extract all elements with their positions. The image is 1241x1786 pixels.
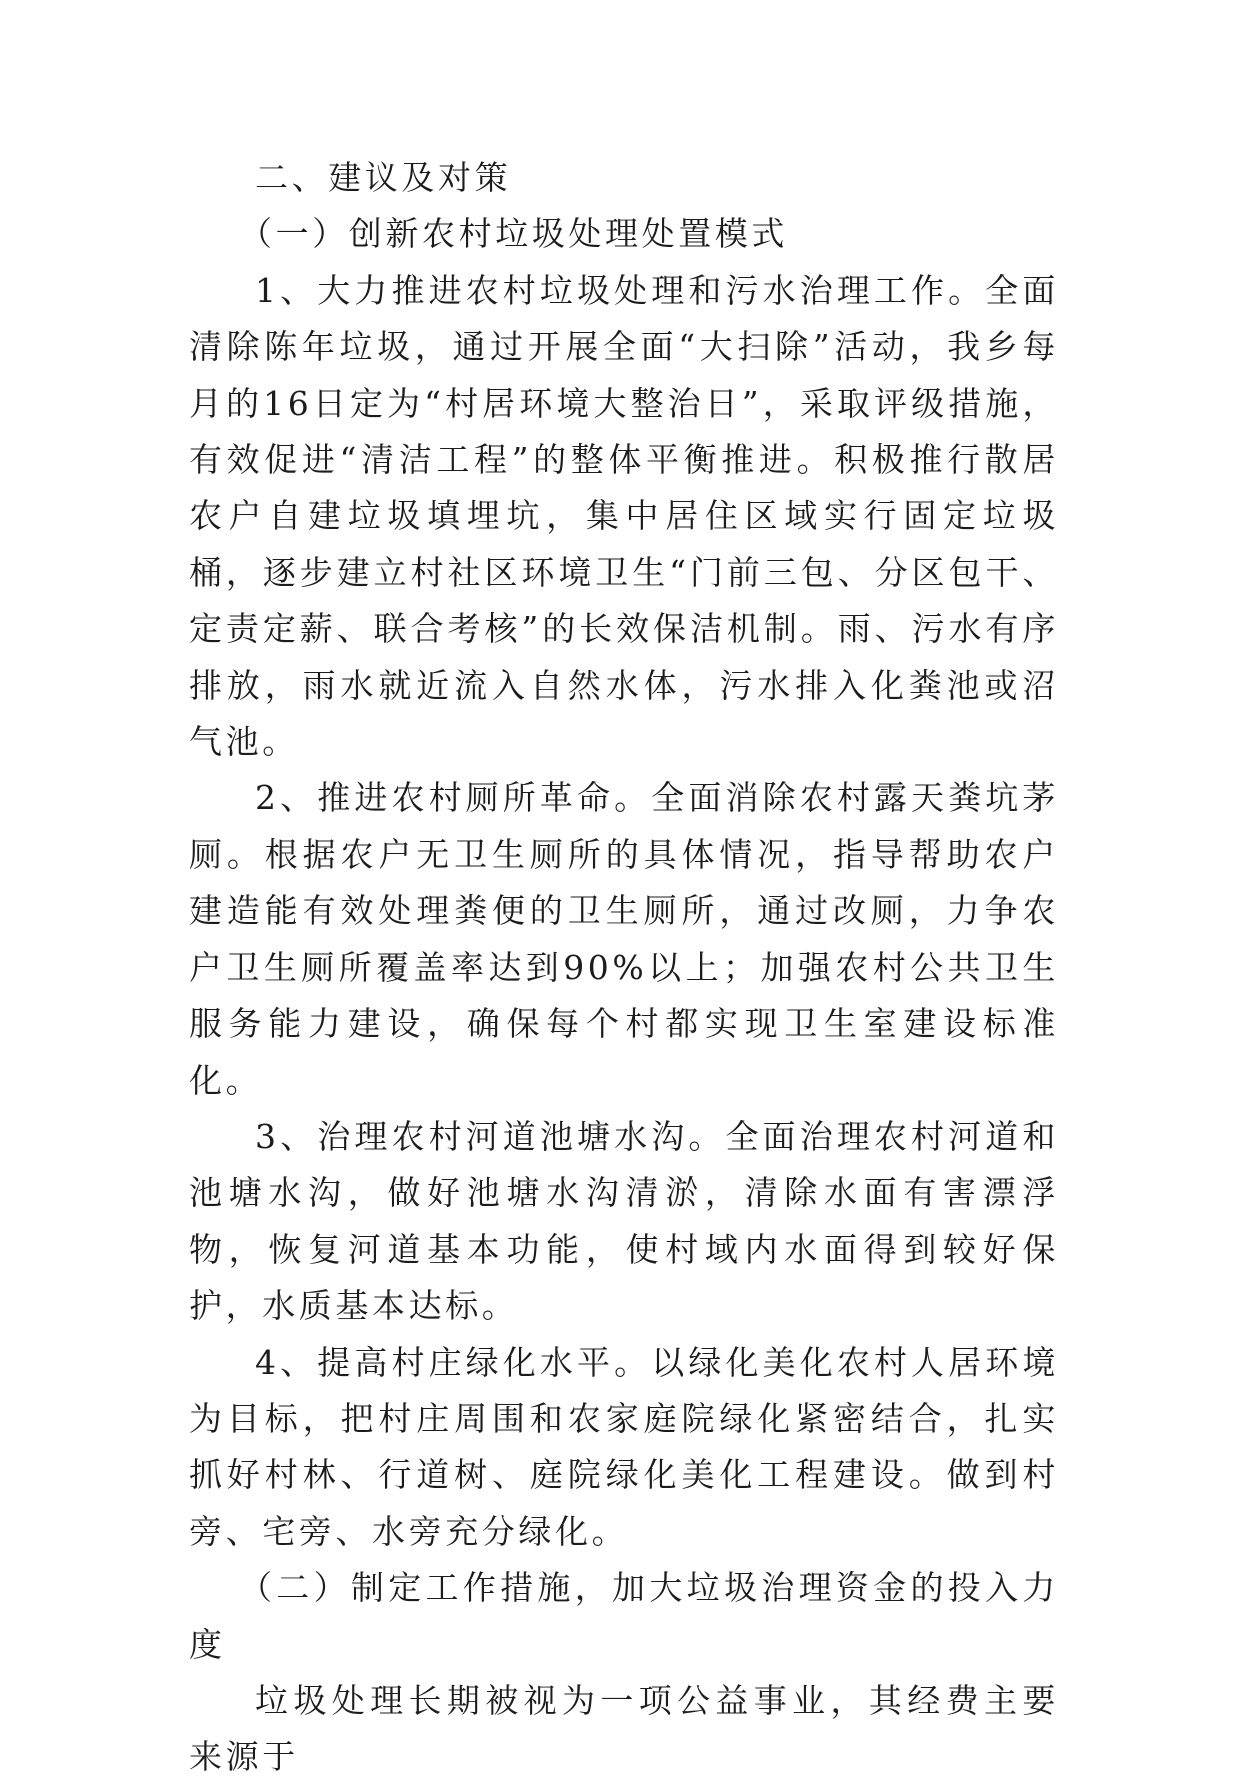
paragraph: 垃圾处理长期被视为一项公益事业，其经费主要来源于: [189, 1680, 1059, 1777]
paragraph: 1、大力推进农村垃圾处理和污水治理工作。全面清除陈年垃圾，通过开展全面“大扫除”活动，我乡每月的16日定为“村居环境大整治日”，采取评级措施，有效促进“清洁工程”的整体平衡推进。积极推行散居农户自建垃圾填埋坑，集中居住区域实行固定垃圾桶，逐步建立村社区环境卫生“门前三包、分区包干、定责定薪、联合考核”的长效保洁机制。雨、污水有序排放，雨水就近流入自然水体，污水排入化粪池或沼气池。: [189, 270, 1059, 762]
paragraph: 2、推进农村厕所革命。全面消除农村露天粪坑茅厕。根据农户无卫生厕所的具体情况，指导帮助农户建造能有效处理粪便的卫生厕所，通过改厕，力争农户卫生厕所覆盖率达到90%以上；加强农村公共卫生服务能力建设，确保每个村都实现卫生室建设标准化。: [189, 778, 1059, 1100]
subsection-heading: （一）创新农村垃圾处理处置模式: [239, 214, 788, 254]
paragraph: 3、治理农村河道池塘水沟。全面治理农村河道和池塘水沟，做好池塘水沟清淤，清除水面有害漂浮物，恢复河道基本功能，使村域内水面得到较好保护，水质基本达标。: [189, 1116, 1059, 1326]
paragraph: 4、提高村庄绿化水平。以绿化美化农村人居环境为目标，把村庄周围和农家庭院绿化紧密结合，扎实抓好村林、行道树、庭院绿化美化工程建设。做到村旁、宅旁、水旁充分绿化。: [189, 1342, 1059, 1551]
section-heading: 二、建议及对策: [255, 158, 512, 197]
document-body: [189, 150, 1059, 1786]
subsection-heading: （二）制定工作措施，加大垃圾治理资金的投入力度: [189, 1568, 1059, 1664]
